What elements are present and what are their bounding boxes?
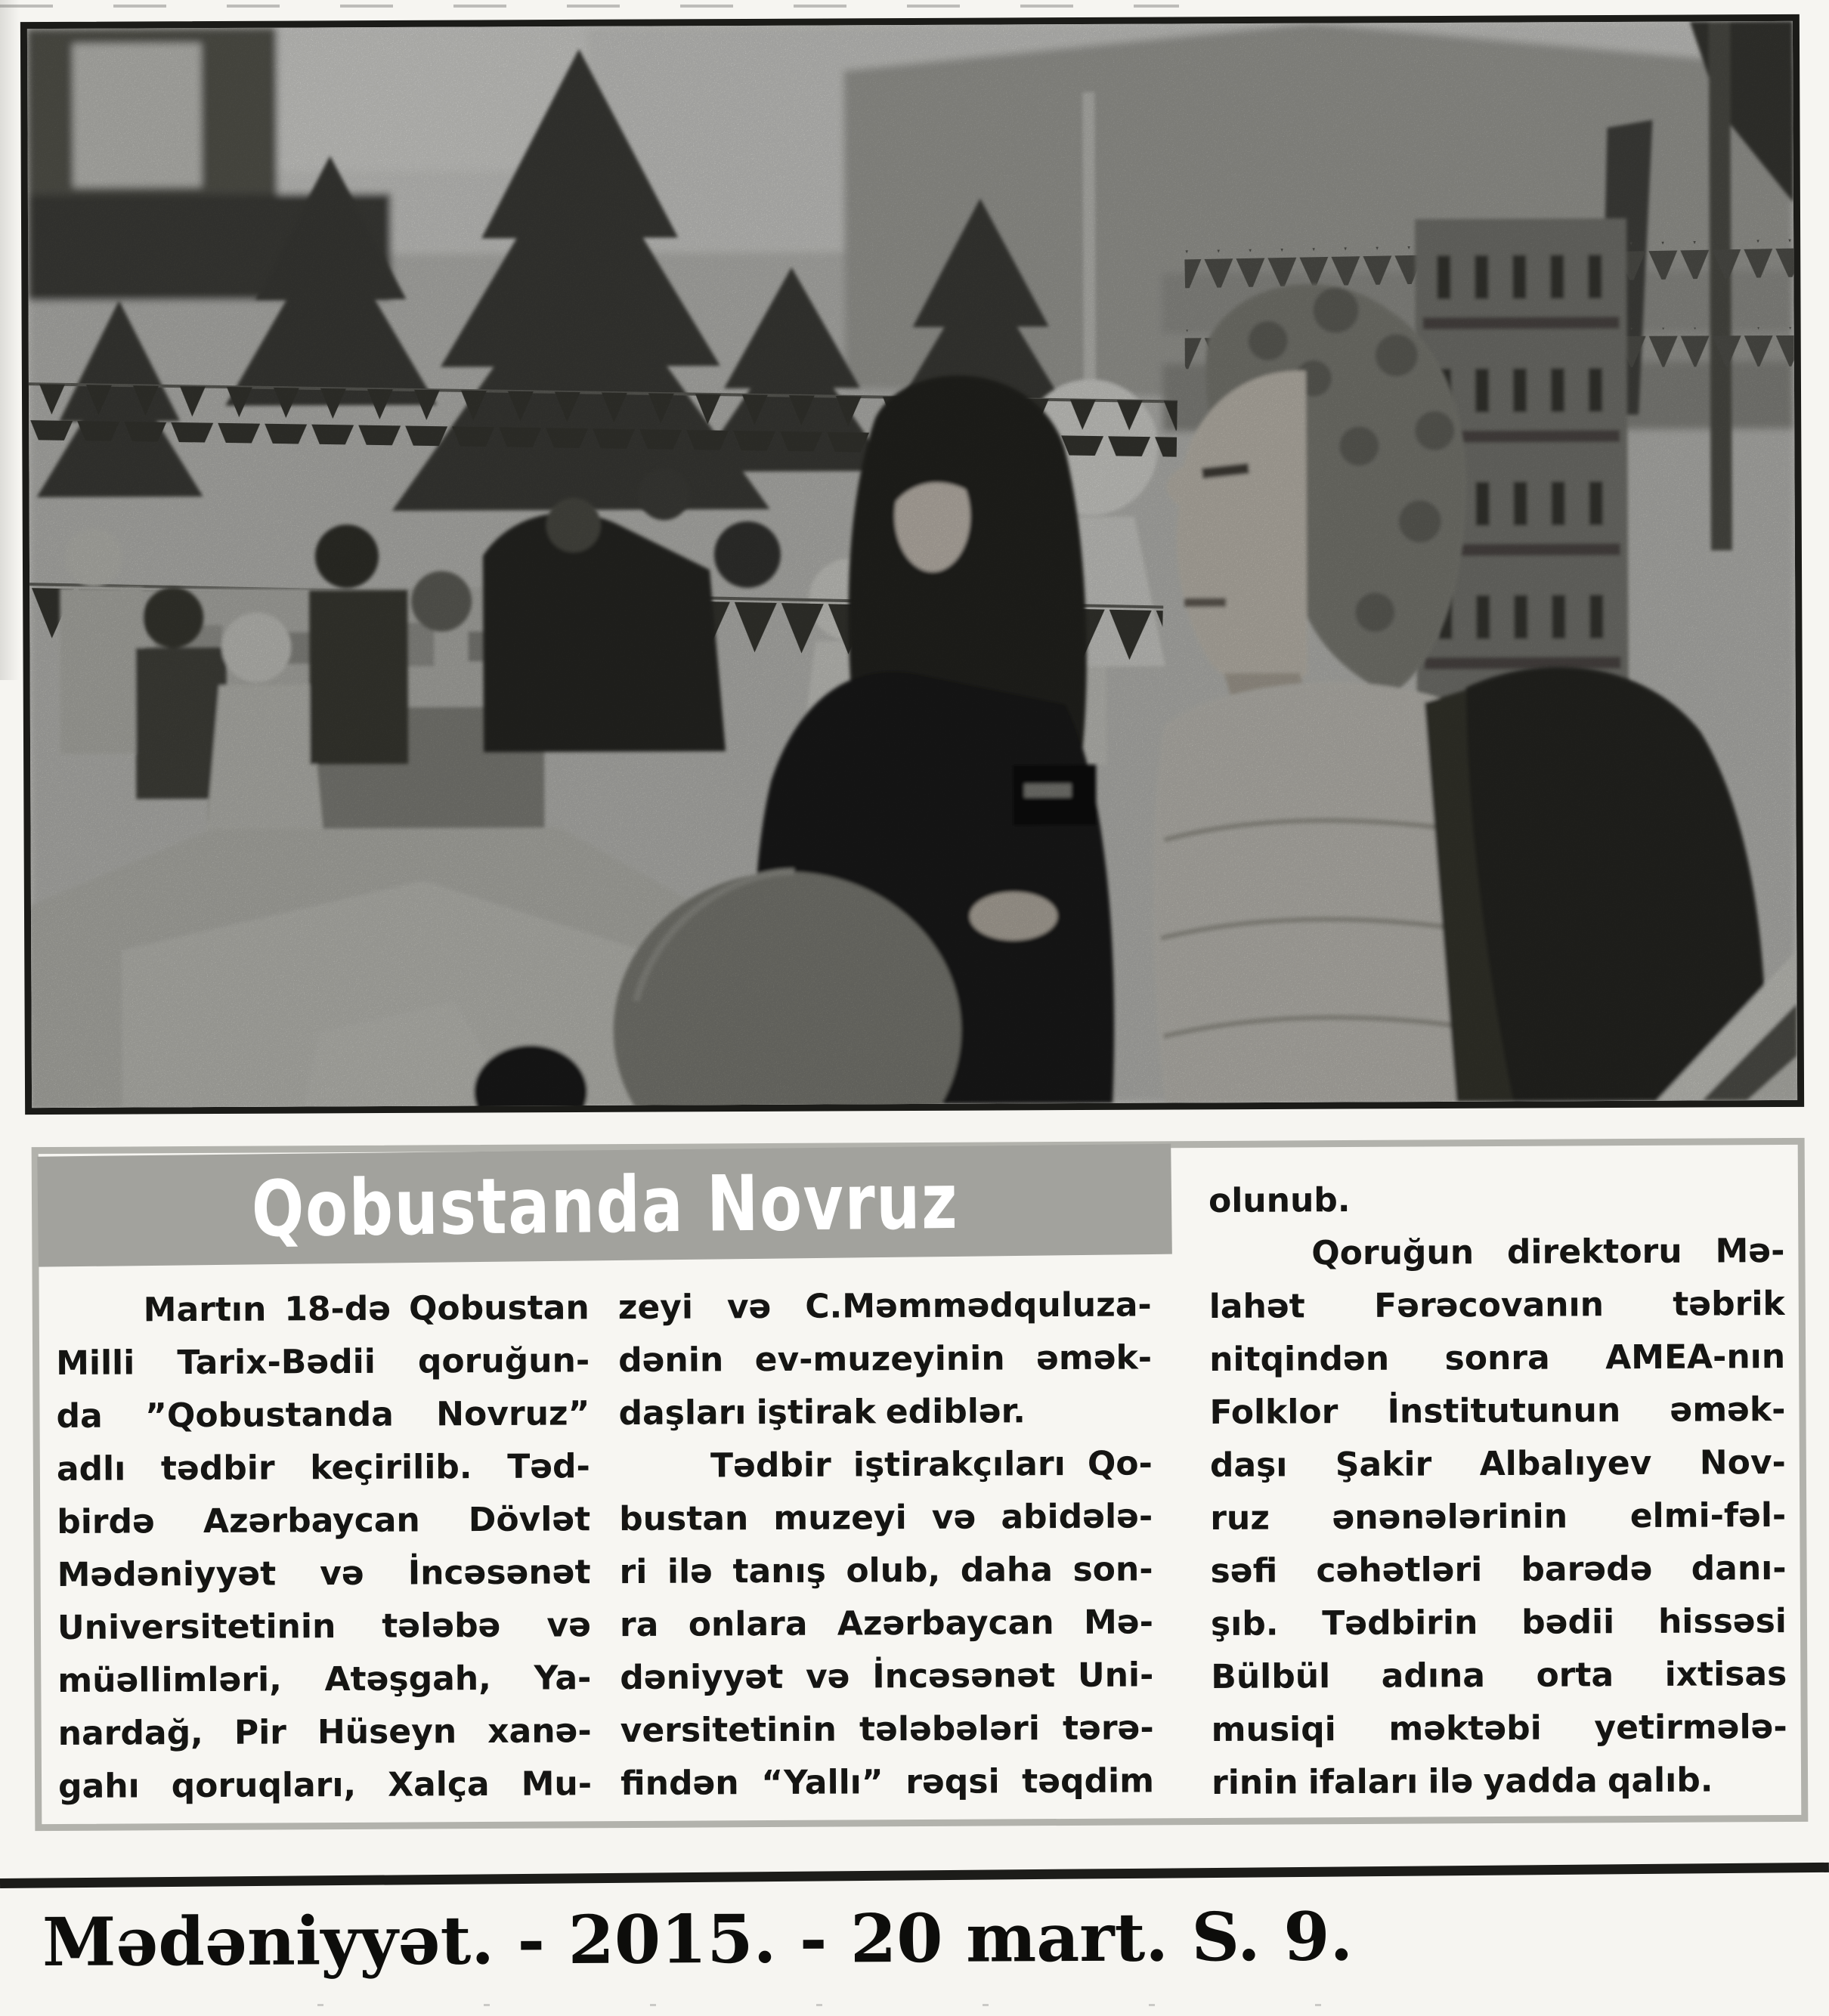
- article-text-line: Qoruğun direktoru Mə-: [1311, 1232, 1785, 1273]
- scan-artifact-bottom: [317, 2004, 1376, 2006]
- article-text-line: dənin ev-muzeyinin əmək-: [618, 1338, 1153, 1381]
- photo-grain: [27, 21, 1797, 1108]
- article-text-line: adlı tədbir keçirilib. Təd-: [56, 1447, 591, 1489]
- article-column-3: [1171, 1145, 1802, 1818]
- source-citation: Mədəniyyət. - 2015. - 20 mart. S. 9.: [42, 1897, 1354, 1981]
- article-text-line: gahı qoruqları, Xalça Mu-: [57, 1764, 593, 1806]
- article-text-line: ruz ənənələrinin elmi-fəl-: [1210, 1495, 1787, 1538]
- article-text-line: Folklor İnstitutunun əmək-: [1209, 1390, 1786, 1432]
- article-columns-1-2: [39, 1257, 1174, 1813]
- article-text-line: Mədəniyyət və İncəsənət: [57, 1553, 591, 1594]
- article-text-line: rinin ifaları ilə yadda qalıb.: [1211, 1761, 1713, 1802]
- article-text-line: səfi cəhətləri barədə danı-: [1210, 1548, 1787, 1591]
- article-title: Qobustanda Novruz: [250, 1156, 959, 1254]
- article-text-line: daşları iştirak ediblər.: [618, 1392, 1026, 1433]
- article-text-line: ri ilə tanış olub, daha son-: [619, 1550, 1153, 1592]
- article-text-line: findən “Yallı” rəqsi təqdim: [620, 1761, 1155, 1804]
- article-column-1: [56, 1282, 593, 1813]
- article-text-line: bustan muzeyi və abidələ-: [619, 1497, 1153, 1539]
- article-text-line: Universitetinin tələbə və: [57, 1606, 592, 1647]
- article-text-line: zeyi və C.Məmmədquluza-: [617, 1285, 1152, 1328]
- bottom-rule: [0, 1863, 1829, 1888]
- article-text-line: da ”Qobustanda Novruz”: [56, 1394, 590, 1436]
- article-left-part: [39, 1148, 1174, 1824]
- article-text-line: nitqindən sonra AMEA-nın: [1209, 1337, 1786, 1379]
- article-text-line: ra onlara Azərbaycan Mə-: [619, 1603, 1154, 1645]
- scan-artifact-top: [0, 5, 1179, 8]
- article-text-line: şıb. Tədbirin bədii hissəsi: [1210, 1601, 1787, 1643]
- article-text-line: nardağ, Pir Hüseyn xanə-: [57, 1711, 592, 1753]
- photo-illustration: [27, 21, 1797, 1108]
- article-text-line: Martın 18-də Qobustan: [143, 1288, 590, 1330]
- article-text-line: müəllimləri, Atəşgah, Ya-: [57, 1659, 592, 1700]
- scan-artifact-left: [0, 0, 20, 680]
- article-text-line: Bülbül adına orta ixtisas: [1211, 1654, 1787, 1696]
- article-text-line: Tədbir iştirakçıları Qo-: [710, 1444, 1153, 1486]
- article-text-line: daşı Şakir Albalıyev Nov-: [1209, 1443, 1786, 1485]
- article-text-line: versitetinin tələbələri tərə-: [620, 1708, 1154, 1751]
- article-text-line: dəniyyət və İncəsənət Uni-: [620, 1656, 1154, 1698]
- article-title-bar: [37, 1144, 1172, 1267]
- article-text-line: olunub.: [1208, 1181, 1351, 1220]
- article-column-2: [618, 1279, 1155, 1810]
- article-text-line: musiqi məktəbi yetirmələ-: [1211, 1707, 1787, 1749]
- article-text-line: birdə Azərbaycan Dövlət: [57, 1500, 591, 1541]
- article-text-line: lahət Fərəcovanın təbrik: [1209, 1285, 1785, 1326]
- article-photo: [20, 14, 1804, 1115]
- article-box: [32, 1138, 1809, 1831]
- article-text-line: Milli Tarix-Bədii qoruğun-: [56, 1341, 590, 1383]
